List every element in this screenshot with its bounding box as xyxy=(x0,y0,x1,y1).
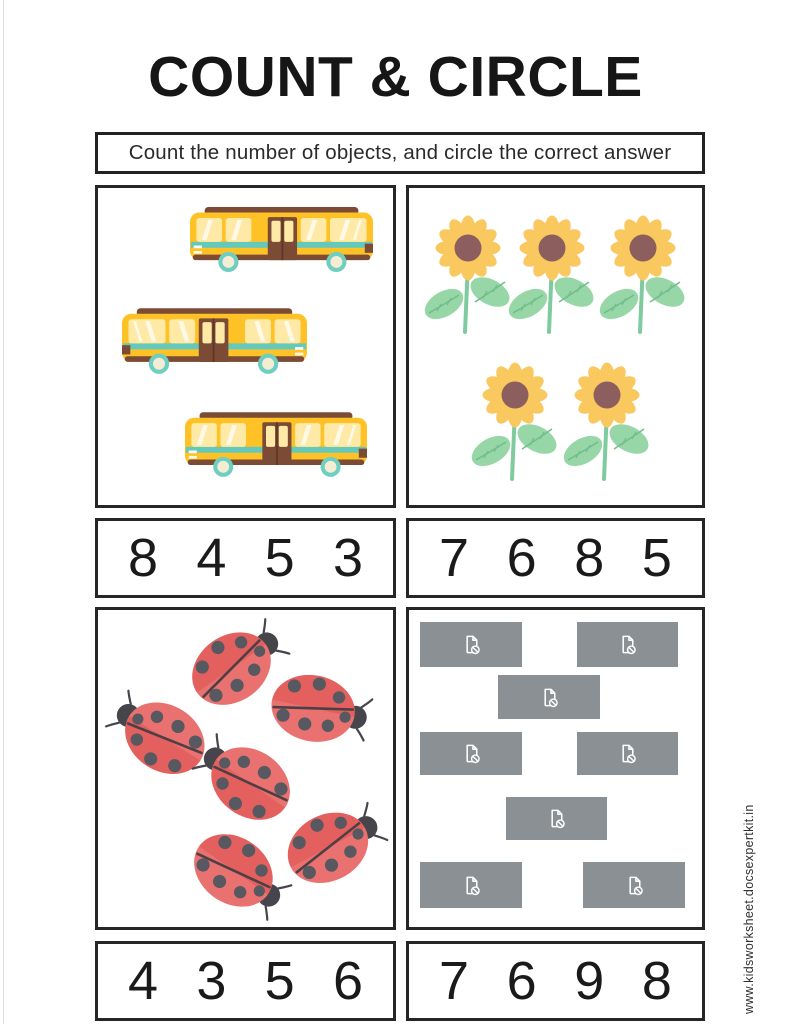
answer-choice[interactable]: 3 xyxy=(332,528,363,588)
missing-image-placeholder xyxy=(420,732,522,775)
answer-choice[interactable]: 5 xyxy=(264,951,295,1011)
page-title: COUNT & CIRCLE xyxy=(148,45,643,109)
answer-box-sunflowers xyxy=(406,518,705,598)
broken-image-icon xyxy=(616,633,639,656)
broken-image-icon xyxy=(538,686,561,709)
answer-box-placeholders xyxy=(406,941,705,1021)
instruction-text: Count the number of objects, and circle the correct answer xyxy=(128,141,672,164)
answer-choice[interactable]: 6 xyxy=(332,951,363,1011)
answer-choice[interactable]: 7 xyxy=(439,951,470,1011)
answer-choice[interactable]: 6 xyxy=(506,951,537,1011)
answer-choice[interactable]: 5 xyxy=(264,528,295,588)
sunflower-icon xyxy=(423,212,513,337)
answer-box-buses xyxy=(95,518,396,598)
answer-choice[interactable]: 4 xyxy=(128,951,159,1011)
answer-choice[interactable]: 3 xyxy=(196,951,227,1011)
missing-image-placeholder xyxy=(420,862,522,908)
broken-image-icon xyxy=(460,742,483,765)
broken-image-icon xyxy=(545,807,568,830)
missing-image-placeholder xyxy=(506,797,607,840)
picture-box-buses xyxy=(95,185,396,508)
sunflower-icon xyxy=(507,212,597,337)
answer-box-ladybugs xyxy=(95,941,396,1021)
missing-image-placeholder xyxy=(498,675,600,719)
instruction-box xyxy=(95,132,705,174)
answer-choice[interactable]: 8 xyxy=(574,528,605,588)
broken-image-icon xyxy=(460,874,483,897)
answer-choice[interactable]: 7 xyxy=(439,528,470,588)
ladybug-icon xyxy=(259,658,382,763)
answer-choice[interactable]: 5 xyxy=(641,528,672,588)
sunflower-icon xyxy=(562,359,652,484)
sunflower-icon xyxy=(598,212,688,337)
missing-image-placeholder xyxy=(420,622,522,667)
missing-image-placeholder xyxy=(583,862,685,908)
missing-image-placeholder xyxy=(577,732,678,775)
broken-image-icon xyxy=(623,874,646,897)
bus-icon xyxy=(190,207,373,273)
picture-box-ladybugs xyxy=(95,607,396,930)
bus-icon xyxy=(185,412,367,478)
picture-box-placeholders xyxy=(406,607,705,930)
broken-image-icon xyxy=(460,633,483,656)
picture-box-sunflowers xyxy=(406,185,705,508)
missing-image-placeholder xyxy=(577,622,678,667)
sunflower-icon xyxy=(470,359,560,484)
answer-choice[interactable]: 6 xyxy=(506,528,537,588)
answer-choice[interactable]: 4 xyxy=(196,528,227,588)
bus-icon xyxy=(122,308,307,375)
page-edge-line xyxy=(3,0,4,1024)
website-watermark: www.kidsworksheet.docsexpertkit.in xyxy=(742,804,756,1014)
answer-choice[interactable]: 8 xyxy=(128,528,159,588)
broken-image-icon xyxy=(616,742,639,765)
answer-choice[interactable]: 9 xyxy=(574,951,605,1011)
answer-choice[interactable]: 8 xyxy=(641,951,672,1011)
